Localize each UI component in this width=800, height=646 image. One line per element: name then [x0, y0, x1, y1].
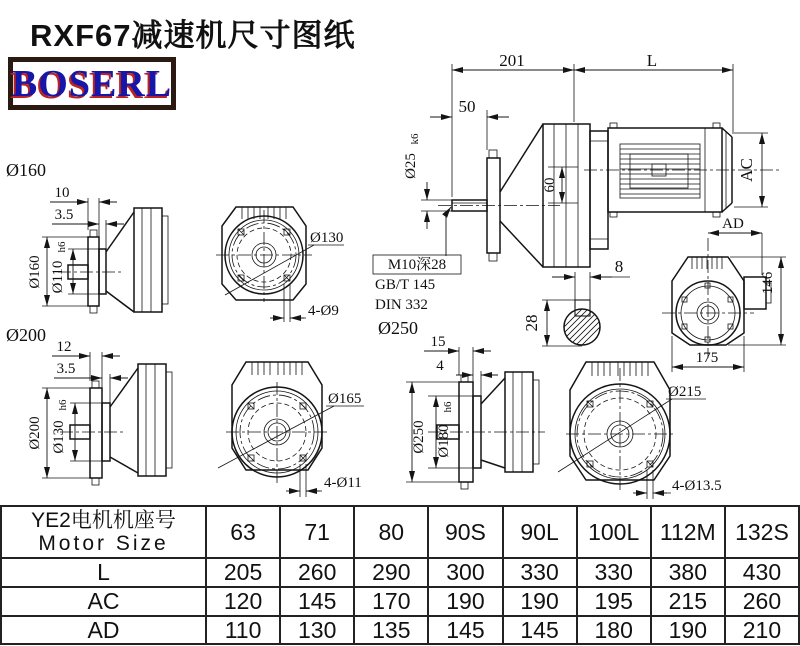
- table-value-cell: 190: [427, 586, 501, 615]
- table-value-cell: 260: [724, 586, 798, 615]
- section-label-200: Ø200: [6, 325, 46, 345]
- flange200-front-view: [218, 362, 364, 497]
- f160-outer-label: Ø160: [27, 255, 43, 289]
- table-row-label: AD: [2, 615, 205, 643]
- key-height-label: 28: [522, 314, 541, 332]
- table-row-label: AC: [2, 586, 205, 615]
- table-value-cell: 330: [502, 557, 576, 586]
- dim-201-label: 201: [499, 51, 525, 70]
- f200-outer-label: Ø200: [27, 416, 43, 450]
- section-label-250: Ø250: [378, 318, 418, 338]
- dim-146-label: 146: [760, 271, 776, 295]
- table-value-cell: 195: [576, 586, 650, 615]
- std-gb-note: GB/T 145: [375, 277, 436, 293]
- table-value-cell: 145: [502, 615, 576, 643]
- table-value-cell: 430: [724, 557, 798, 586]
- dim-AC-label: AC: [737, 158, 756, 182]
- flange200-side-view: [27, 339, 172, 485]
- table-header-cell: [2, 507, 205, 557]
- f160-bolt-circle-label: Ø130: [310, 230, 344, 246]
- table-value-cell: 110: [205, 615, 279, 643]
- table-size-cell: 63: [205, 507, 279, 557]
- f250-spigot-fit: h6: [442, 401, 454, 413]
- table-value-cell: 190: [502, 586, 576, 615]
- f250-dim-4: 4: [436, 358, 444, 374]
- f250-outer-label: Ø250: [411, 420, 427, 454]
- key-cross-section: [522, 257, 630, 349]
- f250-holes-label: 4-Ø13.5: [672, 478, 722, 494]
- table-size-cell: 90S: [427, 507, 501, 557]
- flange160-front-view: [216, 207, 344, 322]
- table-value-cell: 170: [353, 586, 427, 615]
- flange160-side-view: [27, 185, 168, 313]
- f200-bolt-circle-label: Ø165: [328, 391, 362, 407]
- table-size-cell: 90L: [502, 507, 576, 557]
- dimension-table: [0, 505, 800, 645]
- table-header-cn: YE2电机机座号: [31, 508, 176, 532]
- table-value-cell: 145: [427, 615, 501, 643]
- table-size-cell: 80: [353, 507, 427, 557]
- f160-dim-10: 10: [54, 185, 70, 201]
- flange250-front-view: [558, 362, 722, 499]
- table-value-cell: 330: [576, 557, 650, 586]
- table-size-cell: 112M: [650, 507, 724, 557]
- f250-dim-15: 15: [430, 334, 446, 350]
- table-value-cell: 145: [279, 586, 353, 615]
- assembly-side-view: [403, 51, 782, 267]
- table-value-cell: 130: [279, 615, 353, 643]
- key-width-label: 8: [614, 257, 624, 276]
- flange250-side-view: [406, 334, 545, 489]
- table-value-cell: 215: [650, 586, 724, 615]
- table-value-cell: 210: [724, 615, 798, 643]
- table-value-cell: 300: [427, 557, 501, 586]
- f200-spigot-label: Ø130: [51, 420, 67, 454]
- f200-spigot-fit: h6: [57, 399, 69, 411]
- dim-AD-label: AD: [722, 216, 744, 232]
- dim-L-label: L: [646, 51, 658, 70]
- f160-holes-label: 4-Ø9: [308, 303, 339, 319]
- f250-bolt-circle-label: Ø215: [668, 384, 702, 400]
- shaft-fit-label: k6: [409, 133, 421, 145]
- f200-dim-3-5: 3.5: [56, 361, 76, 377]
- f160-spigot-label: Ø110: [50, 260, 66, 294]
- section-label-160: Ø160: [6, 160, 46, 180]
- table-value-cell: 260: [279, 557, 353, 586]
- table-value-cell: 380: [650, 557, 724, 586]
- thread-note: M10深28: [387, 257, 447, 273]
- std-din-note: DIN 332: [375, 297, 428, 313]
- table-value-cell: 120: [205, 586, 279, 615]
- dim-50-label: 50: [458, 97, 476, 116]
- table-row-label: L: [2, 557, 205, 586]
- f200-dim-12: 12: [56, 339, 72, 355]
- table-size-cell: 100L: [576, 507, 650, 557]
- table-size-cell: 71: [279, 507, 353, 557]
- table-value-cell: 135: [353, 615, 427, 643]
- thread-callout: [373, 207, 461, 313]
- table-size-cell: 132S: [724, 507, 798, 557]
- table-value-cell: 180: [576, 615, 650, 643]
- shaft-dia-label: Ø25: [403, 153, 419, 179]
- brand-logo-text: BOSERL: [11, 62, 173, 105]
- rear-view: [662, 216, 786, 372]
- table-value-cell: 290: [353, 557, 427, 586]
- table-header-en: Motor Size: [38, 532, 169, 555]
- f200-holes-label: 4-Ø11: [324, 475, 362, 491]
- page-title: RXF67减速机尺寸图纸: [30, 18, 356, 53]
- table-value-cell: 205: [205, 557, 279, 586]
- f160-dim-3-5: 3.5: [54, 207, 74, 223]
- f160-spigot-fit: h6: [56, 241, 68, 253]
- table-value-cell: 190: [650, 615, 724, 643]
- dim-60-label: 60: [542, 177, 558, 193]
- f250-spigot-label: Ø180: [436, 424, 452, 458]
- dim-175-label: 175: [695, 350, 719, 366]
